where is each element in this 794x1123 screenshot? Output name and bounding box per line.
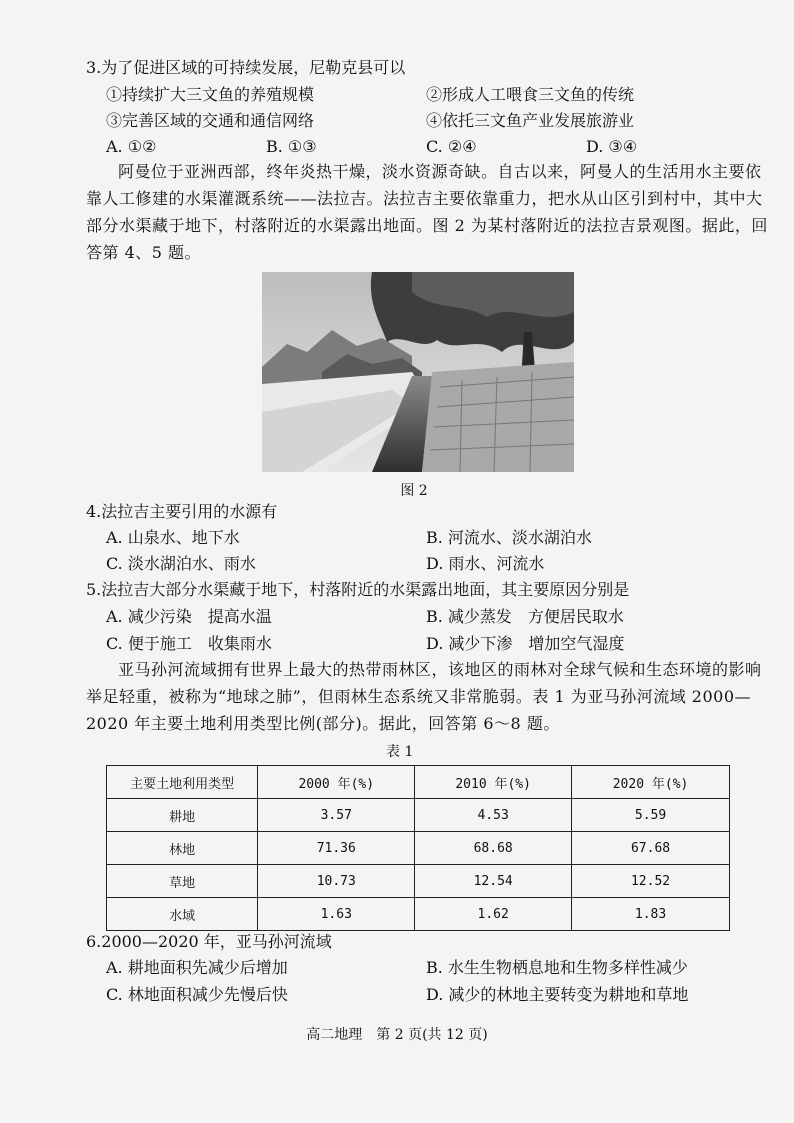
table-cell: 5.59 [572,799,730,832]
q4-option-a: A. 山泉水、地下水 [106,528,240,547]
falaj-landscape-image [262,272,574,472]
passage-amazon: 亚马孙河流域拥有世界上最大的热带雨林区，该地区的雨林对全球气候和生态环境的影响举足轻重，被称为“地球之肺”，但雨林生态系统又非常脆弱。表 1 为亚马孙河流域 2000—2020 年主要土地利用类型比例(部分)。据此，回答第 6～8 题。 [86,660,762,733]
table-header-cell: 2000 年(%) [258,766,415,799]
table-row [107,865,730,898]
table-cell: 12.54 [415,865,572,898]
q3-item-3: ③完善区域的交通和通信网络 [106,111,315,130]
table-cell: 4.53 [415,799,572,832]
q3-option-b: B. ①③ [266,137,317,156]
q6-stem: 6.2000—2020 年，亚马孙河流域 [86,932,332,951]
table-cell: 1.62 [415,898,572,931]
q4-option-d: D. 雨水、河流水 [426,554,545,573]
table-cell: 10.73 [258,865,415,898]
q5-option-b: B. 减少蒸发 方便居民取水 [426,607,624,626]
q5-option-c: C. 便于施工 收集雨水 [106,634,272,653]
table-cell: 71.36 [258,832,415,865]
table-header-row [107,766,730,799]
q4-stem: 4.法拉吉主要引用的水源有 [86,502,278,521]
q3-stem: 3.为了促进区域的可持续发展，尼勒克县可以 [86,58,406,77]
q6-option-b: B. 水生生物栖息地和生物多样性减少 [426,958,688,977]
q3-item-2: ②形成人工喂食三文鱼的传统 [426,85,635,104]
page-footer: 高二地理 第 2 页(共 12 页) [306,1027,488,1043]
table-cell: 1.63 [258,898,415,931]
table-cell: 3.57 [258,799,415,832]
passage-oman: 阿曼位于亚洲西部，终年炎热干燥，淡水资源奇缺。自古以来，阿曼人的生活用水主要依靠人工修建的水渠灌溉系统——法拉吉。法拉吉主要依靠重力，把水从山区引到村中，其中大部分水渠藏于地下，村落附近的水渠露出地面。图 2 为某村落附近的法拉吉景观图。据此，回答第 4、5 题。 [86,162,768,262]
table-row [107,799,730,832]
q3-option-a: A. ①② [106,137,157,156]
table-row [107,832,730,865]
q5-stem: 5.法拉吉大部分水渠藏于地下，村落附近的水渠露出地面，其主要原因分别是 [86,580,630,599]
table-cell: 1.83 [572,898,730,931]
q5-option-d: D. 减少下渗 增加空气湿度 [426,634,625,653]
q6-option-c: C. 林地面积减少先慢后快 [106,985,288,1004]
table-cell: 林地 [107,832,258,865]
falaj-photo [262,272,574,472]
land-use-table [106,765,730,931]
q3-item-4: ④依托三文鱼产业发展旅游业 [426,111,635,130]
q6-option-a: A. 耕地面积先减少后增加 [106,958,288,977]
table-row [107,898,730,931]
figure-caption: 图 2 [400,483,428,499]
table-cell: 67.68 [572,832,730,865]
table-header-cell: 2010 年(%) [415,766,572,799]
q4-option-b: B. 河流水、淡水湖泊水 [426,528,592,547]
table-caption: 表 1 [386,744,414,760]
table-cell: 水域 [107,898,258,931]
table-header-cell: 2020 年(%) [572,766,730,799]
q3-option-c: C. ②④ [426,137,477,156]
table-cell: 12.52 [572,865,730,898]
q6-option-d: D. 减少的林地主要转变为耕地和草地 [426,985,689,1004]
q5-option-a: A. 减少污染 提高水温 [106,607,272,626]
q3-item-1: ①持续扩大三文鱼的养殖规模 [106,85,315,104]
q4-option-c: C. 淡水湖泊水、雨水 [106,554,256,573]
table-cell: 68.68 [415,832,572,865]
table-cell: 耕地 [107,799,258,832]
q3-option-d: D. ③④ [586,137,638,156]
table-header-cell: 主要土地利用类型 [107,766,258,799]
table-cell: 草地 [107,865,258,898]
